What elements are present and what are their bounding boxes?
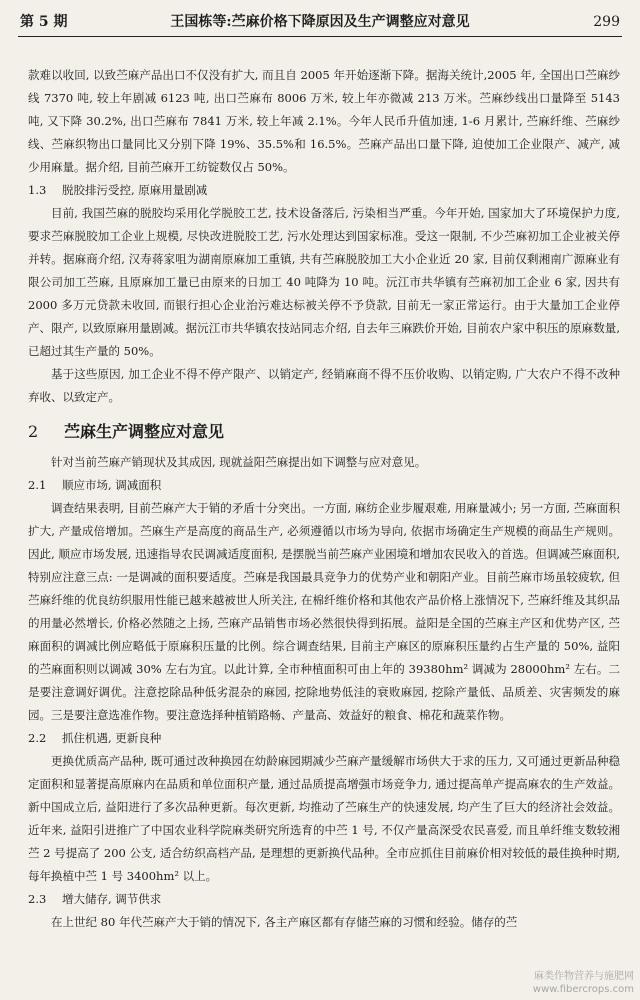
section-title: 苎麻生产调整应对意见 <box>64 422 225 441</box>
section-heading-1-3 <box>28 179 620 202</box>
paragraph-continued: 款难以收回, 以致苎麻产品出口不仅没有扩大, 而且自 2005 年开始逐渐下降。据海关统计,2005 年, 全国出口苎麻纱线 7370 吨, 较上年剧减 6123 吨, 出口苎麻布 8006 万米, 较上年亦微减 213 万米。苎麻纱线出口量降至 5143 吨, 又下降 30.2%, 出口苎麻布 7841 万米, 较上年减 2.1%。今年人民币升值加速, 1-6 月累计, 苎麻纤维、苎麻纱线、苎麻织物出口量同比又分别下降 19%、35.5%和 16.5%。苎麻产品出口量下降, 迫使加工企业限产、减产, 减少用麻量。据介绍, 目前苎麻开工纺锭数仅占 50%。 <box>28 68 620 174</box>
section-number: 2.2 <box>28 731 47 745</box>
watermark <box>504 970 634 996</box>
paragraph: 更换优质高产品种, 既可通过改种换园在幼龄麻园期减少苎麻产量缓解市场供大于求的压力, 又可通过更新品种稳定面积和显著提高原麻内在品质和单位面积产量, 通过品质提高增强市场竞争力, 通过提高单产提高麻农的生产效益。新中国成立后, 益阳进行了多次品种更新。每次更新, 均推动了苎麻生产的快速发展, 均产生了巨大的经济社会效益。近年来, 益阳引进推广了中国农业科学院麻类研究所选育的中苎 1 号, 不仅产量高深受农民喜爱, 而且单纤维支数较湘苎 2 号提高了 200 公支, 适合纺织高档产品, 是理想的更新换代品种。全市应抓住目前麻价相对较低的最佳换种时期, 每年换植中苎 1 号 3400hm² 以上。 <box>28 754 620 883</box>
section-number: 2 <box>28 422 39 441</box>
watermark-line: 麻类作物营养与施肥网 <box>534 971 634 982</box>
watermark-url: www.fibercrops.com <box>532 984 634 995</box>
paragraph: 基于这些原因, 加工企业不得不停产限产、以销定产, 经销麻商不得不压价收购、以销定购, 广大农户不得不改种弃收、以致定产。 <box>28 367 620 404</box>
section-number: 2.1 <box>28 478 47 492</box>
section-heading-2-2 <box>28 727 620 750</box>
paragraph: 调查结果表明, 目前苎麻产大于销的矛盾十分突出。一方面, 麻纺企业步履艰难, 用麻量减小; 另一方面, 苎麻面积扩大, 产量成倍增加。苎麻生产是高度的商品生产, 必须遵循以市场为导向, 依据市场确定生产规模的商品生产规则。因此, 顺应市场发展, 迅速指导农民调减适度面积, 是摆脱当前苎麻产业困境和增加农民收入的首选。但调减苎麻面积, 特别应注意三点: 一是调减的面积要适度。苎麻是我国最具竞争力的优势产业和朝阳产业。目前苎麻市场虽较疲软, 但苎麻纤维的优良纺织服用性能已越来越被世人所关注, 在棉纤维价格和其他农产品价格上涨情况下, 苎麻纤维及其织品的用量必然增长, 价格必然随之上扬, 苎麻产品销售市场必然很快得到拓展。益阳是全国的苎麻主产区和优势产区, 苎麻面积的调减比例应略低于原麻积压量的比例。综合调查结果, 目前主产麻区的原麻积压量约占生产量的 50%, 益阳的苎麻面积则以调减 30% 左右为宜。以此计算, 全市种植面积可由上年的 39380hm² 调减为 28000hm² 左右。二是要注意调好调优。注意挖除品种低劣混杂的麻园, 挖除地势低洼的衰败麻园, 挖除产量低、品质差、灾害频发的麻园。三是要注意选准作物。要注意选择种植销路畅、产量高、效益好的粮食、棉花和蔬菜作物。 <box>28 501 620 722</box>
section-heading-2-1 <box>28 474 620 497</box>
section-number: 2.3 <box>28 892 47 906</box>
paragraph: 目前, 我国苎麻的脱胶均采用化学脱胶工艺, 技术设备落后, 污染相当严重。今年开始, 国家加大了环境保护力度, 要求苎麻脱胶加工企业上规模, 尽快改进脱胶工艺, 污水处理达到国家标准。受这一限制, 不少苎麻初加工企业被关停并转。据麻商介绍, 汉寿蒋家咀为湖南原麻加工重镇, 共有苎麻脱胶加工大小企业近 20 家, 目前仅剩湘南广源麻业有限公司加工苎麻, 且原麻加工量已由原来的日加工 40 吨降为 10 吨。沅江市共华镇有苎麻初加工企业 6 家, 因共有 2000 多万元贷款未收回, 而银行担心企业治污难达标被关停不予贷款, 目前无一家正常运行。由于大量加工企业停产、限产, 以致原麻用量剧减。据沅江市共华镇农技站同志介绍, 自去年三麻跌价开始, 目前农户家中积压的原麻数量, 已超过其生产量的 50%。 <box>28 206 620 358</box>
page-number: 299 <box>593 14 620 30</box>
section-title: 抓住机遇, 更新良种 <box>62 731 162 745</box>
section-number: 1.3 <box>28 183 47 197</box>
article-body <box>28 64 620 968</box>
running-title: 王国栋等:苎麻价格下降原因及生产调整应对意见 <box>170 14 470 30</box>
section-heading-2-3 <box>28 888 620 911</box>
paragraph: 在上世纪 80 年代苎麻产大于销的情况下, 各主产麻区都有存储苎麻的习惯和经验。储存的苎 <box>51 915 518 929</box>
running-header <box>20 12 620 32</box>
section-heading-2 <box>28 419 620 445</box>
section-title: 脱胶排污受控, 原麻用量剧减 <box>62 183 208 197</box>
section-title: 顺应市场, 调减面积 <box>62 478 162 492</box>
section-title: 增大储存, 调节供求 <box>62 892 162 906</box>
paragraph: 针对当前苎麻产销现状及其成因, 现就益阳苎麻提出如下调整与应对意见。 <box>51 455 427 469</box>
header-rule <box>18 36 622 37</box>
issue-number: 第 5 期 <box>20 14 68 30</box>
